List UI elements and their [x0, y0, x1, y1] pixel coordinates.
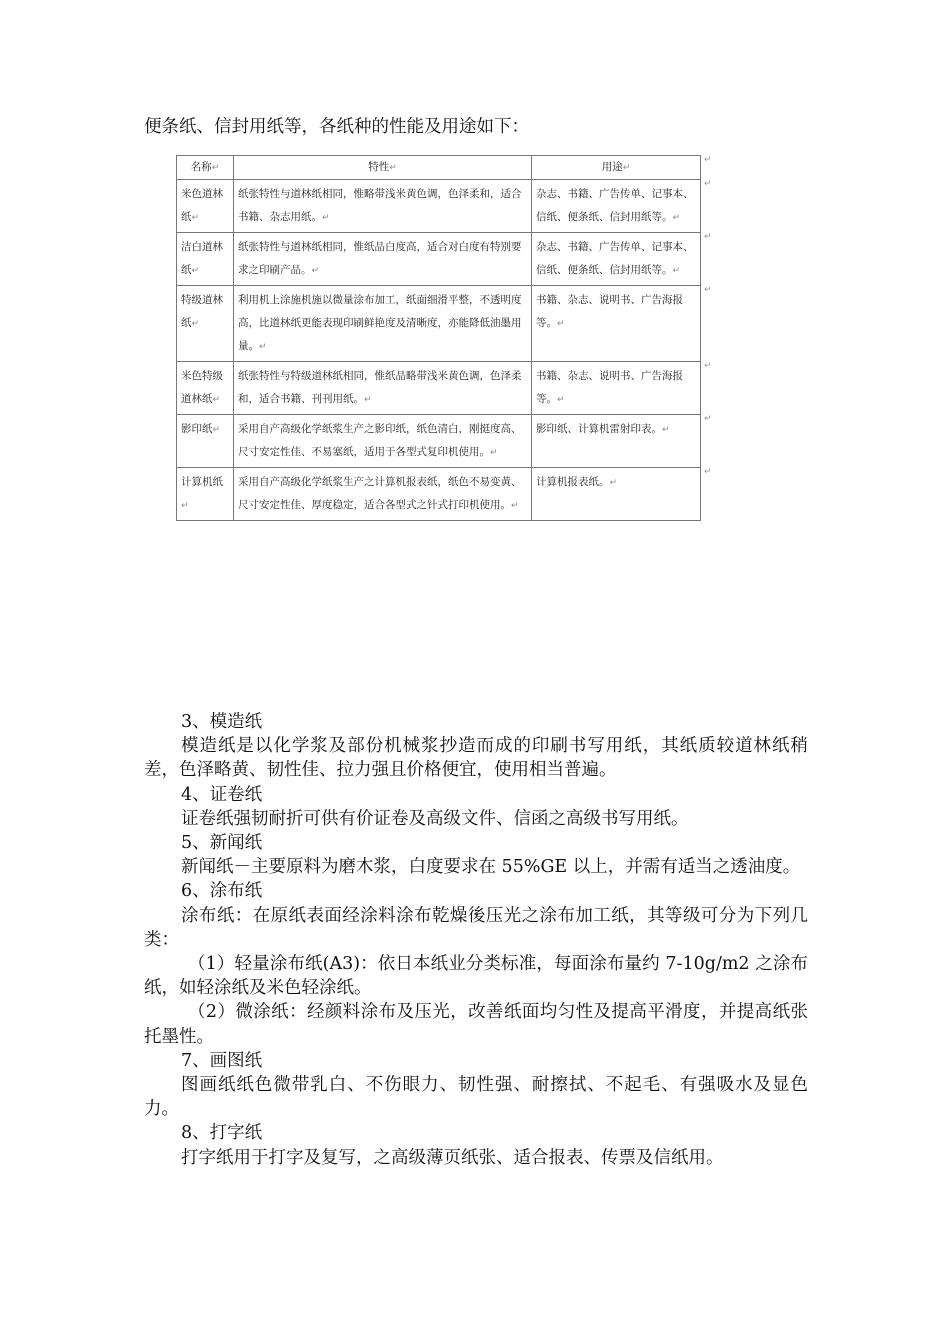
cell-use: 杂志、书籍、广告传单、记事本、信纸、便条纸、信封用纸等。↵ [532, 180, 701, 233]
row-end-mark: ↵ [704, 414, 712, 424]
cell-end-mark: ↵ [212, 425, 221, 435]
body-text [144, 710, 808, 1170]
cell-use: 影印纸、计算机雷射印表。↵ [532, 415, 701, 468]
cell-end-mark: ↵ [557, 395, 565, 405]
cell-property: 纸张特性与道林纸相同，惟略带浅米黄色调，色泽柔和，适合书籍、杂志用纸。↵ [234, 180, 532, 233]
cell-end-mark: ↵ [490, 448, 498, 458]
table-row [177, 180, 701, 233]
cell-property: 采用自产高级化学纸浆生产之影印纸，纸色清白，刚挺度高、尺寸安定性佳、不易塞纸，适用于各型式复印机使用。↵ [234, 415, 532, 468]
cell-end-mark: ↵ [672, 266, 681, 276]
table-row [177, 468, 701, 521]
cell-end-mark: ↵ [311, 266, 320, 276]
header-name: 名称↵ [177, 156, 234, 180]
cell-end-mark: ↵ [181, 501, 189, 511]
cell-property: 利用机上涂施机施以微量涂布加工，纸面细滑平整，不透明度高，比道林纸更能表现印刷鲜艳度及清晰度，亦能降低油墨用量。↵ [234, 286, 532, 362]
cell-end-mark: ↵ [609, 478, 618, 488]
paper-properties-table [176, 155, 701, 521]
row-end-mark: ↵ [704, 179, 712, 189]
section-heading: 3、模造纸 [181, 712, 263, 732]
table-header-row [177, 156, 701, 180]
cell-end-mark: ↵ [672, 213, 681, 223]
cell-end-mark: ↵ [557, 319, 565, 329]
table-row [177, 233, 701, 286]
table-row [177, 415, 701, 468]
section-paragraph: 图画纸纸色微带乳白、不伤眼力、韧性强、耐擦拭、不起毛、有强吸水及显色力。 [144, 1075, 808, 1120]
cell-name: 计算机纸↵ [177, 468, 234, 521]
section-list-item: （1）轻量涂布纸(A3)：依日本纸业分类标准，每面涂布量约 7-10g/m2 之涂布纸，如轻涂纸及米色轻涂纸。 [144, 954, 808, 999]
cell-end-mark: ↵ [511, 501, 519, 511]
section-heading: 7、画图纸 [181, 1050, 263, 1071]
row-end-mark: ↵ [704, 232, 712, 242]
section-paragraph: 证卷纸强韧耐折可供有价证卷及高级文件、信函之高级书写用纸。 [181, 808, 689, 829]
cell-name: 影印纸↵ [177, 415, 234, 468]
section-paragraph: 涂布纸：在原纸表面经涂料涂布乾燥後压光之涂布加工纸，其等级可分为下列几类： [144, 905, 808, 950]
cell-use: 杂志、书籍、广告传单、记事本、信纸、便条纸、信封用纸等。↵ [532, 233, 701, 286]
cell-use: 书籍、杂志、说明书、广告海报等。↵ [532, 286, 701, 362]
paper-table-wrapper [176, 155, 712, 521]
cell-end-mark: ↵ [212, 395, 221, 405]
intro-line: 便条纸、信封用纸等，各纸种的性能及用途如下： [144, 117, 529, 137]
section-paragraph: 打字纸用于打字及复写，之高级薄页纸张、适合报表、传票及信纸用。 [181, 1147, 724, 1168]
table-row [177, 362, 701, 415]
section-list-item: （2）微涂纸：经颜料涂布及压光，改善纸面均匀性及提高平滑度，并提高纸张托墨性。 [144, 1002, 808, 1047]
cell-name: 米色道林纸↵ [177, 180, 234, 233]
header-use: 用途↵ [532, 156, 701, 180]
section-heading: 4、证卷纸 [181, 784, 263, 805]
cell-end-mark: ↵ [191, 319, 200, 329]
cell-end-mark: ↵ [662, 425, 670, 435]
section-heading: 5、新闻纸 [181, 833, 263, 854]
row-end-mark: ↵ [704, 361, 712, 371]
cell-end-mark: ↵ [364, 395, 372, 405]
section-paragraph: 新闻纸－主要原料为磨木浆，白度要求在 55%GE 以上，并需有适当之透油度。 [181, 857, 801, 878]
cell-name: 洁白道林纸↵ [177, 233, 234, 286]
cell-use: 书籍、杂志、说明书、广告海报等。↵ [532, 362, 701, 415]
row-end-mark: ↵ [704, 467, 712, 477]
table-row [177, 286, 701, 362]
cell-property: 纸张特性与道林纸相同，惟纸品白度高，适合对白度有特别要求之印刷产品。↵ [234, 233, 532, 286]
cell-name: 米色特级道林纸↵ [177, 362, 234, 415]
row-end-mark: ↵ [704, 285, 712, 295]
header-property: 特性↵ [234, 156, 532, 180]
cell-end-mark: ↵ [322, 213, 330, 223]
cell-property: 采用自产高级化学纸浆生产之计算机报表纸，纸色不易变黄、尺寸安定性佳、厚度稳定，适合各型式之针式打印机使用。↵ [234, 468, 532, 521]
cell-property: 纸张特性与特级道林纸相同，惟纸品略带浅米黄色调，色泽柔和，适合书籍、刊刊用纸。↵ [234, 362, 532, 415]
cell-name: 特级道林纸↵ [177, 286, 234, 362]
cell-end-mark: ↵ [191, 213, 200, 223]
cell-end-mark: ↵ [191, 266, 200, 276]
section-heading: 6、涂布纸 [181, 881, 263, 902]
section-paragraph: 模造纸是以化学浆及部份机械浆抄造而成的印刷书写用纸，其纸质较道林纸稍差，色泽略黄、韧性佳、拉力强且价格便宜，使用相当普遍。 [144, 736, 808, 781]
cell-end-mark: ↵ [259, 342, 267, 352]
row-end-mark: ↵ [704, 155, 712, 165]
section-heading: 8、打字纸 [181, 1123, 263, 1144]
cell-use: 计算机报表纸。↵ [532, 468, 701, 521]
